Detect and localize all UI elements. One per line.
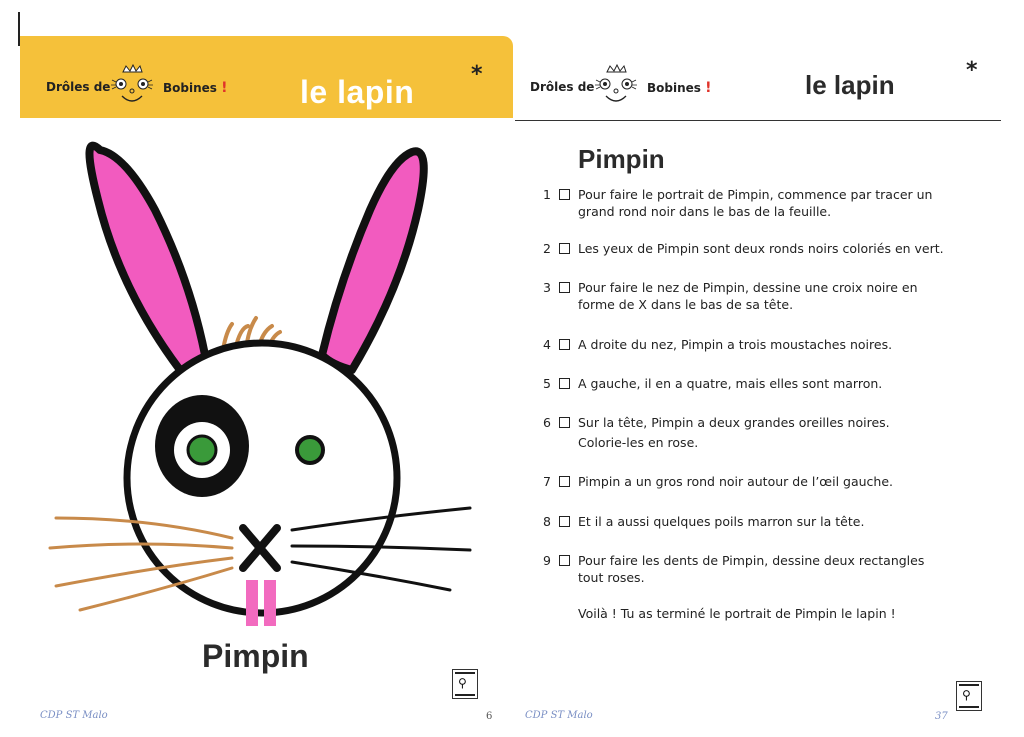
series-logo [528,64,712,108]
checkbox[interactable] [559,282,570,293]
step-text [578,279,1008,313]
step-line: Colorie-les en rose. [578,435,699,450]
step-number: 6 [543,415,551,430]
tree-icon: ⚲ [962,688,971,702]
page-number-right: 37 [935,711,948,722]
checkbox[interactable] [559,339,570,350]
page-number-left: 6 [486,711,493,722]
step-line: Les yeux de Pimpin sont deux ronds noirs coloriés en vert. [578,241,944,256]
difficulty-star: * [966,58,978,83]
step-line: Pimpin a un gros rond noir autour de l’œil gauche. [578,474,893,489]
page-title: le lapin [805,70,895,100]
series-suffix [647,80,712,96]
step-number: 3 [543,280,551,295]
step-number: 5 [543,376,551,391]
series-suffix-text: Bobines [163,81,217,95]
difficulty-star: * [471,62,483,87]
tooth-left [246,580,258,626]
series-logo [44,64,228,108]
smiley-crown-icon [106,64,156,108]
series-prefix: Drôles de [530,80,595,94]
checkbox[interactable] [559,417,570,428]
step-number: 1 [543,187,551,202]
step-number: 4 [543,337,551,352]
header-rule [515,120,1001,121]
step-line: A droite du nez, Pimpin a trois moustaches noires. [578,337,893,352]
publisher-logo [452,669,478,699]
checkbox[interactable] [559,476,570,487]
step-line: Pour faire le portrait de Pimpin, commence par tracer un [578,187,933,202]
step-text [578,552,1008,586]
step-number: 2 [543,241,551,256]
checkbox[interactable] [559,243,570,254]
series-exclaim: ! [221,80,228,96]
step-line: Pour faire le nez de Pimpin, dessine une croix noire en [578,280,918,295]
step-line: Pour faire les dents de Pimpin, dessine deux rectangles [578,553,925,568]
step-text [578,375,1008,392]
series-prefix: Drôles de [46,80,111,94]
step-text [578,414,1008,451]
smiley-crown-icon [590,64,640,108]
stamp-right: CDP ST Malo [525,710,593,721]
step-text [578,186,1008,220]
step-text [578,336,1008,353]
step-number: 7 [543,474,551,489]
step-line: grand rond noir dans le bas de la feuille. [578,204,832,219]
series-exclaim: ! [705,80,712,96]
checkbox[interactable] [559,189,570,200]
checkbox[interactable] [559,555,570,566]
step-line: forme de X dans le bas de sa tête. [578,297,794,312]
left-eye [188,436,216,464]
conclusion-text: Voilà ! Tu as terminé le portrait de Pimpin le lapin ! [578,606,896,621]
page-title: le lapin [300,74,415,110]
tooth-right [264,580,276,626]
stamp-left: CDP ST Malo [40,710,108,721]
right-ear [322,151,424,370]
right-page [515,0,1024,737]
publisher-logo [956,681,982,711]
step-text [578,513,1008,530]
series-suffix-text: Bobines [647,81,701,95]
checkbox[interactable] [559,378,570,389]
right-eye [297,437,323,463]
rabbit-illustration [40,120,510,640]
checkbox[interactable] [559,516,570,527]
step-number: 9 [543,553,551,568]
left-ear [89,146,205,370]
step-line: tout roses. [578,570,645,585]
series-suffix [163,80,228,96]
step-text [578,473,1008,490]
step-number: 8 [543,514,551,529]
step-line: Sur la tête, Pimpin a deux grandes oreilles noires. [578,415,890,430]
step-line: Et il a aussi quelques poils marron sur la tête. [578,514,865,529]
step-line: A gauche, il en a quatre, mais elles sont marron. [578,376,883,391]
rabbit-caption: Pimpin [202,638,309,674]
step-text [578,240,1008,257]
instructions-heading: Pimpin [578,144,665,174]
tree-icon: ⚲ [458,676,467,690]
